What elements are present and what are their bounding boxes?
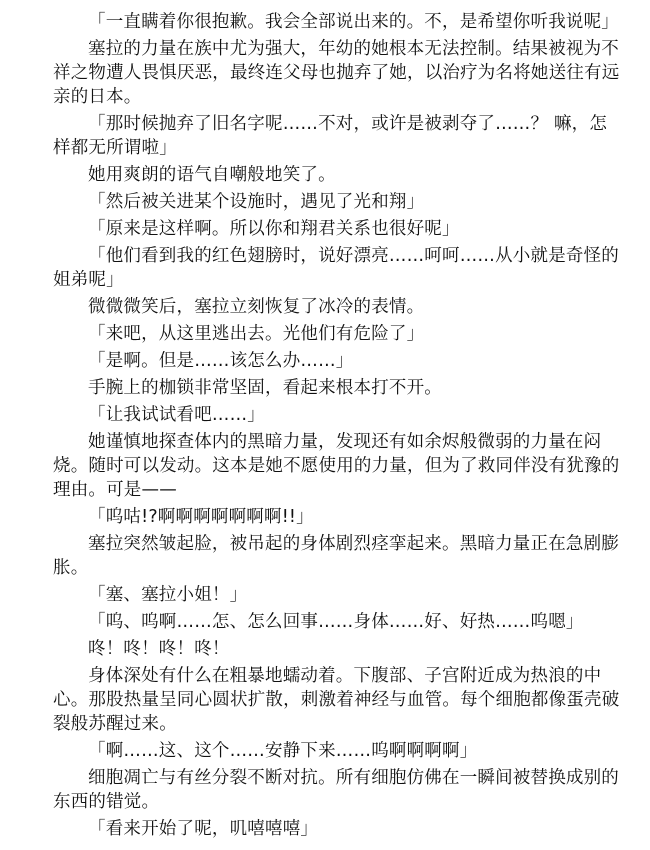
paragraph: 塞拉的力量在族中尤为强大，年幼的她根本无法控制。结果被视为不祥之物遭人畏惧厌恶，最终连父母也抛弃了她，以治疗为名将她送往有远亲的日本。 xyxy=(53,39,620,107)
paragraph: 「来吧，从这里逃出去。光他们有危险了」 xyxy=(88,324,425,344)
paragraph: 咚！咚！咚！咚！ xyxy=(88,639,230,659)
paragraph: 「是啊。但是……该怎么办……」 xyxy=(88,351,354,371)
paragraph: 「塞、塞拉小姐！」 xyxy=(88,585,248,605)
paragraph: 「呜咕!?啊啊啊啊啊啊啊!!」 xyxy=(88,507,314,527)
paragraph: 「原来是这样啊。所以你和翔君关系也很好呢」 xyxy=(88,219,460,239)
paragraph: 「啊……这、这个……安静下来……呜啊啊啊啊」 xyxy=(88,741,478,761)
paragraph: 「让我试试看吧……」 xyxy=(88,405,265,425)
paragraph: 「然后被关进某个设施时，遇见了光和翔」 xyxy=(88,192,425,212)
paragraph: 细胞凋亡与有丝分裂不断对抗。所有细胞仿佛在一瞬间被替换成别的东西的错觉。 xyxy=(53,768,619,812)
paragraph: 「他们看到我的红色翅膀时，说好漂亮……呵呵……从小就是奇怪的姐弟呢」 xyxy=(53,246,619,290)
paragraph: 手腕上的枷锁非常坚固，看起来根本打不开。 xyxy=(88,378,442,398)
paragraph: 身体深处有什么在粗暴地蠕动着。下腹部、子宫附近成为热浪的中心。那股热量呈同心圆状扩散，刺激着神经与血管。每个细胞都像蛋壳破裂般苏醒过来。 xyxy=(53,666,620,734)
paragraph: 「一直瞒着你很抱歉。我会全部说出来的。不，是希望你听我说呢」 xyxy=(88,12,619,32)
paragraph: 「看来开始了呢，叽嘻嘻嘻」 xyxy=(88,819,319,839)
paragraph: 她谨慎地探查体内的黑暗力量，发现还有如余烬般微弱的力量在闷烧。随时可以发动。这本是她不愿使用的力量，但为了救同伴没有犹豫的理由。可是—— xyxy=(53,432,620,500)
paragraph: 微微微笑后，塞拉立刻恢复了冰冷的表情。 xyxy=(88,297,425,317)
paragraph: 「呜、呜啊……怎、怎么回事……身体……好、好热……呜嗯」 xyxy=(88,612,584,632)
paragraph: 「那时候抛弃了旧名字呢……不对，或许是被剥夺了……？ 嘛，怎样都无所谓啦」 xyxy=(53,114,608,158)
paragraph: 塞拉突然皱起脸，被吊起的身体剧烈痉挛起来。黑暗力量正在急剧膨胀。 xyxy=(53,534,619,578)
paragraph: 她用爽朗的语气自嘲般地笑了。 xyxy=(88,165,336,185)
